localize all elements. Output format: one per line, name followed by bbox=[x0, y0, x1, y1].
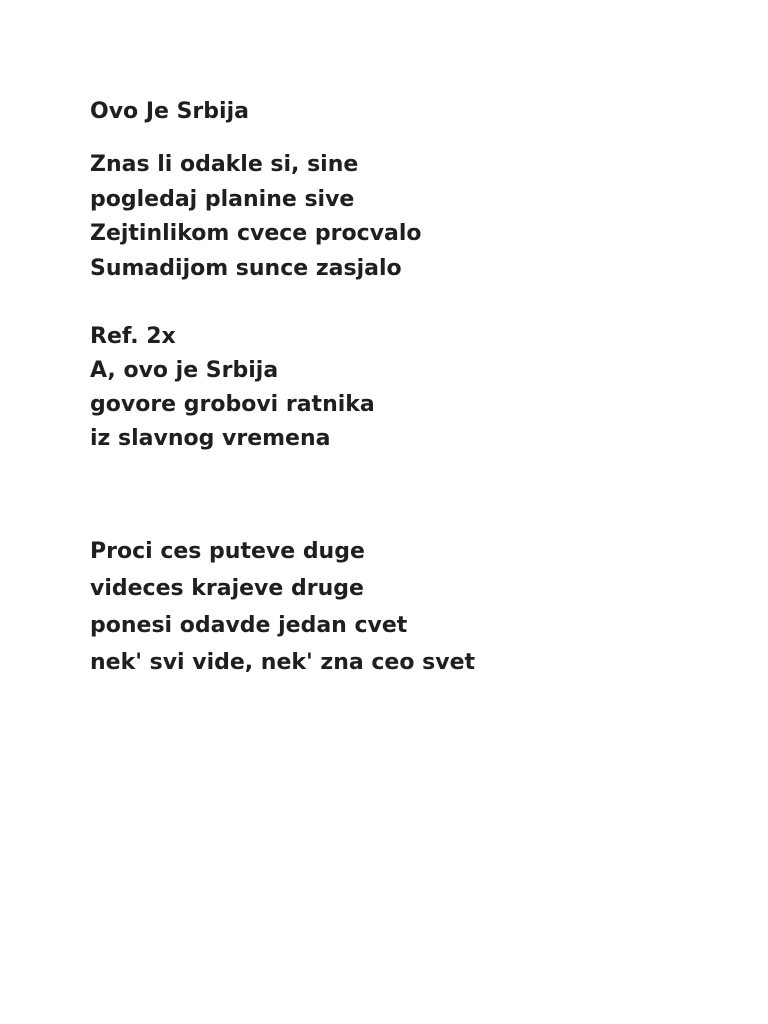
lyric-line: iz slavnog vremena bbox=[90, 426, 331, 451]
refrain-marker: Ref. 2x bbox=[90, 324, 176, 349]
lyric-line: ponesi odavde jedan cvet bbox=[90, 613, 408, 638]
refrain bbox=[90, 320, 375, 456]
stanza-2 bbox=[90, 533, 475, 681]
lyric-line: Proci ces puteve duge bbox=[90, 539, 365, 564]
lyric-line: Znas li odakle si, sine bbox=[90, 152, 359, 177]
song-title: Ovo Je Srbija bbox=[90, 99, 249, 124]
lyric-line: A, ovo je Srbija bbox=[90, 358, 279, 383]
lyric-line: nek' svi vide, nek' zna ceo svet bbox=[90, 650, 475, 675]
lyric-line: govore grobovi ratnika bbox=[90, 392, 375, 417]
lyric-line: Zejtinlikom cvece procvalo bbox=[90, 221, 422, 246]
stanza-1 bbox=[90, 148, 421, 286]
lyric-line: Sumadijom sunce zasjalo bbox=[90, 255, 402, 281]
lyric-line: videces krajeve druge bbox=[90, 576, 364, 601]
lyric-line: pogledaj planine sive bbox=[90, 186, 355, 212]
